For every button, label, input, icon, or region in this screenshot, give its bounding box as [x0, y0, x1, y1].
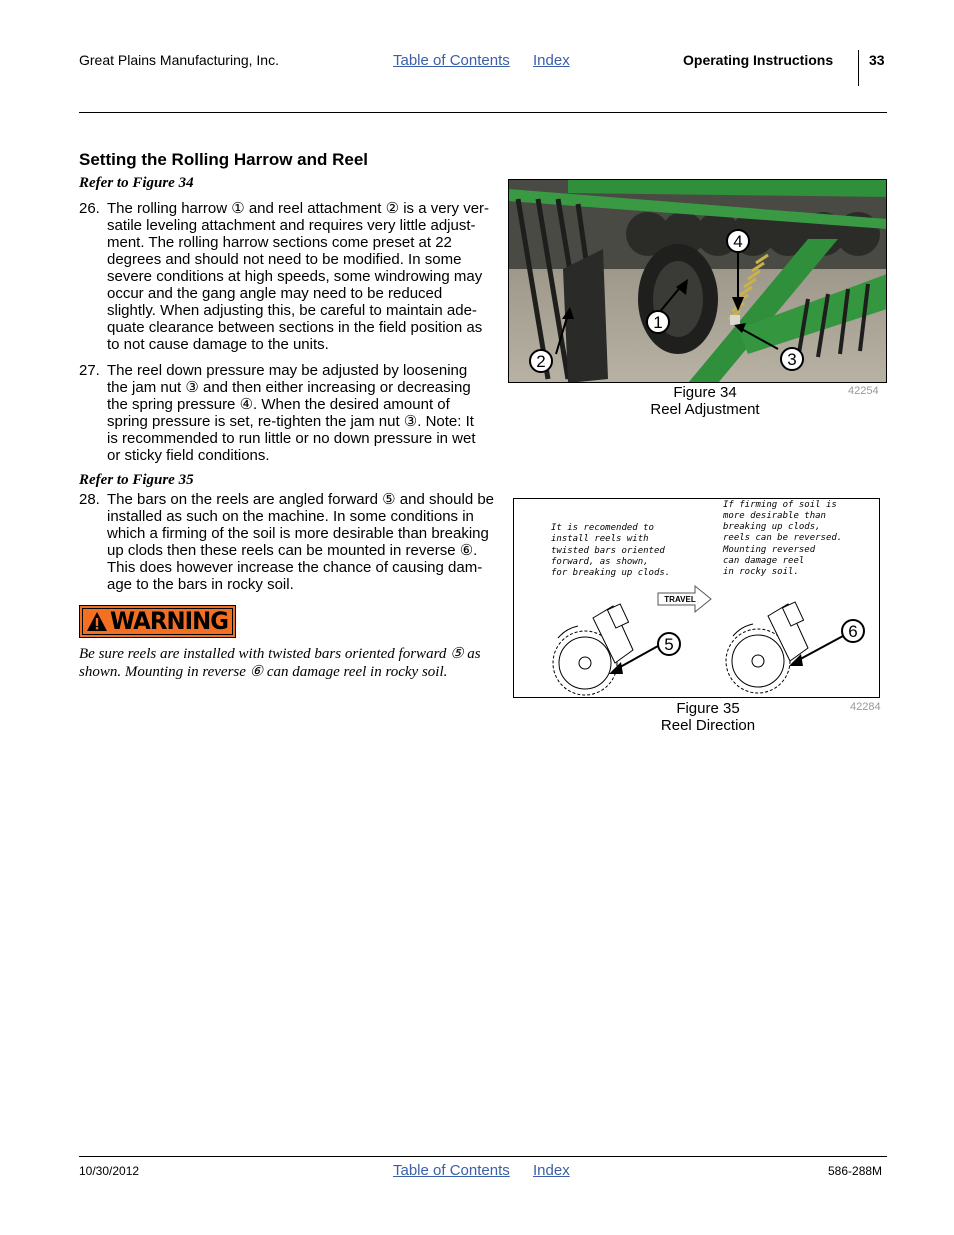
warning-line: shown. Mounting in reverse ⑥ can damage reel in rocky soil.: [79, 664, 448, 680]
figure-35-number: Figure 35: [676, 700, 740, 717]
note-left-line: for breaking up clods.: [551, 568, 671, 578]
footer-index-link[interactable]: Index: [533, 1162, 570, 1179]
step-line: slightly. When adjusting this, be careful to maintain ade-: [107, 302, 477, 319]
note-left-line: twisted bars oriented: [551, 546, 665, 556]
callout-5-label: 5: [664, 635, 674, 654]
section-name: Operating Instructions: [683, 52, 834, 68]
note-right-line: If firming of soil is: [723, 500, 837, 510]
refer-figure-34: Refer to Figure 34: [79, 175, 194, 191]
callout-2-label: 2: [536, 352, 546, 371]
step-line: This does however increase the chance of causing dam-: [107, 559, 483, 576]
figure-35-image-number: 42284: [850, 701, 881, 713]
step-number: 26.: [79, 200, 100, 217]
warning-label: WARNING: [110, 607, 229, 635]
step-line: spring pressure is set, re-tighten the jam nut ③. Note: It: [107, 413, 474, 430]
note-right-line: breaking up clods,: [723, 522, 821, 532]
figure-34-caption: [620, 384, 790, 418]
step-line: or sticky field conditions.: [107, 447, 270, 464]
jam-nut: [730, 315, 740, 325]
header-rule: [79, 112, 887, 113]
step-28: [79, 491, 505, 593]
warning-triangle-icon: [86, 611, 108, 633]
footer-doc-number: 586-288M: [828, 1164, 883, 1178]
footer-rule: [79, 1156, 887, 1157]
note-right-line: reels can be reversed.: [723, 533, 843, 543]
footer-toc-link[interactable]: Table of Contents: [393, 1162, 510, 1179]
note-left-line: forward, as shown,: [551, 557, 649, 567]
step-line: is recommended to run little or no down pressure in wet: [107, 430, 476, 447]
header-divider: [858, 50, 859, 86]
toc-link[interactable]: Table of Contents: [393, 52, 510, 69]
callout-3-label: 3: [787, 350, 797, 369]
section-title: Setting the Rolling Harrow and Reel: [79, 150, 369, 169]
callout-1-label: 1: [653, 313, 663, 332]
step-line: degrees and should not need to be modified. In some: [107, 251, 462, 268]
note-right-line: can damage reel: [723, 556, 805, 566]
step-line: the jam nut ③ and then either increasing or decreasing: [107, 379, 471, 396]
figure-35-caption: [623, 700, 793, 734]
company-name: Great Plains Manufacturing, Inc.: [79, 52, 279, 68]
step-line: installed as such on the machine. In some conditions in: [107, 508, 474, 525]
page-number: 33: [869, 52, 885, 68]
note-left-line: install reels with: [551, 534, 649, 544]
figure-34-image-number: 42254: [848, 385, 879, 397]
warning-line: Be sure reels are installed with twisted bars oriented forward ⑤ as: [79, 646, 481, 662]
note-right-line: in rocky soil.: [723, 567, 799, 577]
step-26: [79, 200, 505, 353]
refer-figure-35: Refer to Figure 35: [79, 472, 194, 488]
figure-34-photo: [508, 179, 887, 383]
step-number: 28.: [79, 491, 100, 508]
step-line: occur and the gang angle may need to be reduced: [107, 285, 443, 302]
step-27: [79, 362, 505, 464]
warning-text: [79, 645, 499, 681]
figure-34-title: Reel Adjustment: [650, 401, 760, 418]
index-link[interactable]: Index: [533, 52, 570, 69]
callout-4-label: 4: [733, 232, 743, 251]
travel-label: TRAVEL: [664, 595, 696, 604]
step-line: ment. The rolling harrow sections come preset at 22: [107, 234, 452, 251]
step-line: satile leveling attachment and requires very little adjust-: [107, 217, 476, 234]
step-line: The bars on the reels are angled forward ⑤ and should be: [107, 491, 495, 508]
step-number: 27.: [79, 362, 100, 379]
step-line: up clods then these reels can be mounted in reverse ⑥.: [107, 542, 478, 559]
step-line: severe conditions at high speeds, some windrowing may: [107, 268, 483, 285]
warning-banner: [79, 605, 236, 638]
step-line: The rolling harrow ① and reel attachment ② is a very ver-: [107, 200, 490, 217]
step-line: quate clearance between sections in the field position as: [107, 319, 483, 336]
figure-35-title: Reel Direction: [660, 717, 756, 734]
step-line: the spring pressure ④. When the desired amount of: [107, 396, 450, 413]
step-line: The reel down pressure may be adjusted by loosening: [107, 362, 468, 379]
callout-6-label: 6: [848, 622, 858, 641]
note-right-line: Mounting reversed: [723, 545, 816, 555]
step-line: age to the bars in rocky soil.: [107, 576, 294, 593]
footer-date: 10/30/2012: [79, 1164, 140, 1178]
note-left-line: It is recomended to: [551, 523, 654, 533]
figure-34-number: Figure 34: [673, 384, 737, 401]
step-line: which a firming of the soil is more desirable than breaking: [107, 525, 489, 542]
figure-35-diagram: [513, 498, 880, 698]
note-right-line: more desirable than: [723, 511, 826, 521]
step-line: to not cause damage to the units.: [107, 336, 329, 353]
